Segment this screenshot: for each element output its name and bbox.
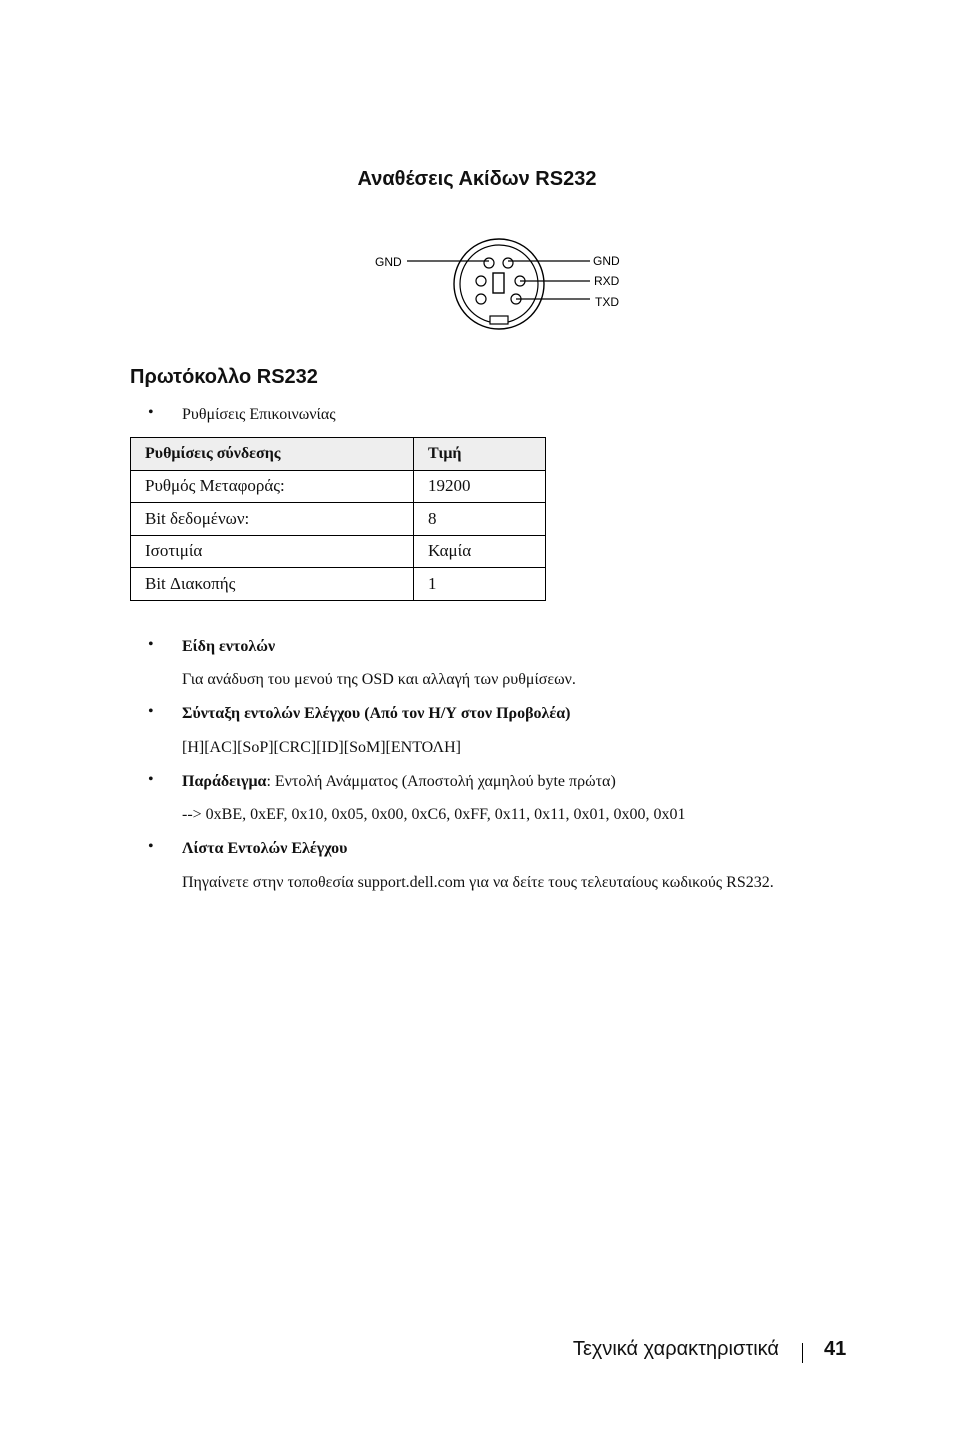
command-types-label: Είδη εντολών [182,638,276,655]
table-cell: Ισοτιμία [131,535,414,568]
table-row [131,568,546,601]
example-bytes: --> 0xBE, 0xEF, 0x10, 0x05, 0x00, 0xC6, 0xFF, 0x11, 0x11, 0x01, 0x00, 0x01 [182,806,686,823]
command-list-text: Πηγαίνετε στην τοποθεσία support.dell.com για να δείτε τους τελευταίους κωδικούς RS232. [182,874,774,891]
pin-assignments-title: Αναθέσεις Ακίδων RS232 [357,168,597,190]
bullet-marker: • [148,636,154,653]
table-header-cell: Ρυθμίσεις σύνδεσης [131,438,414,471]
comm-settings-item: Ρυθμίσεις Επικοινωνίας [182,406,336,423]
pin-bottom-left [476,294,486,304]
table-row [131,503,546,536]
table-cell: 8 [414,503,546,536]
syntax-text: [H][AC][SoP][CRC][ID][SoM][ΕΝΤΟΛΗ] [182,739,461,756]
table-cell: Καμία [414,535,546,568]
connector-key-notch [490,316,508,324]
syntax-label: Σύνταξη εντολών Ελέγχου (Από τον Η/Υ στον Προβολέα) [182,705,571,722]
table-cell: Bit δεδομένων: [131,503,414,536]
footer-section-title: Τεχνικά χαρακτηριστικά [572,1338,779,1360]
example-description: : Εντολή Ανάμματος (Αποστολή χαμηλού byte πρώτα) [266,773,616,790]
table-row [131,535,546,568]
connection-settings-table [130,437,546,601]
table-header-cell: Τιμή [414,438,546,471]
command-types-text: Για ανάδυση του μενού της OSD και αλλαγή των ρυθμίσεων. [182,671,576,688]
bullet-marker: • [148,838,154,855]
table-header-row [131,438,546,471]
bullet-marker: • [148,404,154,421]
pin-mid-left [476,276,486,286]
command-list-label: Λίστα Εντολών Ελέγχου [182,840,348,857]
pin-top-right [503,258,513,268]
pin-top-left [484,258,494,268]
table-cell: 1 [414,568,546,601]
bullet-marker: • [148,703,154,720]
gnd-right-label: GND [593,254,620,268]
table-cell: Bit Διακοπής [131,568,414,601]
table-cell: Ρυθμός Μεταφοράς: [131,470,414,503]
example-label: Παράδειγμα [182,773,267,790]
page-number: 41 [824,1338,847,1360]
bullet-marker: • [148,771,154,788]
rs232-connector-diagram [360,232,640,332]
protocol-title: Πρωτόκολλο RS232 [130,366,318,388]
connector-center-key [493,273,504,293]
txd-label: TXD [595,295,619,309]
rxd-label: RXD [594,274,620,288]
table-cell: 19200 [414,470,546,503]
table-row [131,470,546,503]
gnd-left-label: GND [375,255,402,269]
example-line [182,770,616,794]
footer-separator [802,1343,803,1363]
